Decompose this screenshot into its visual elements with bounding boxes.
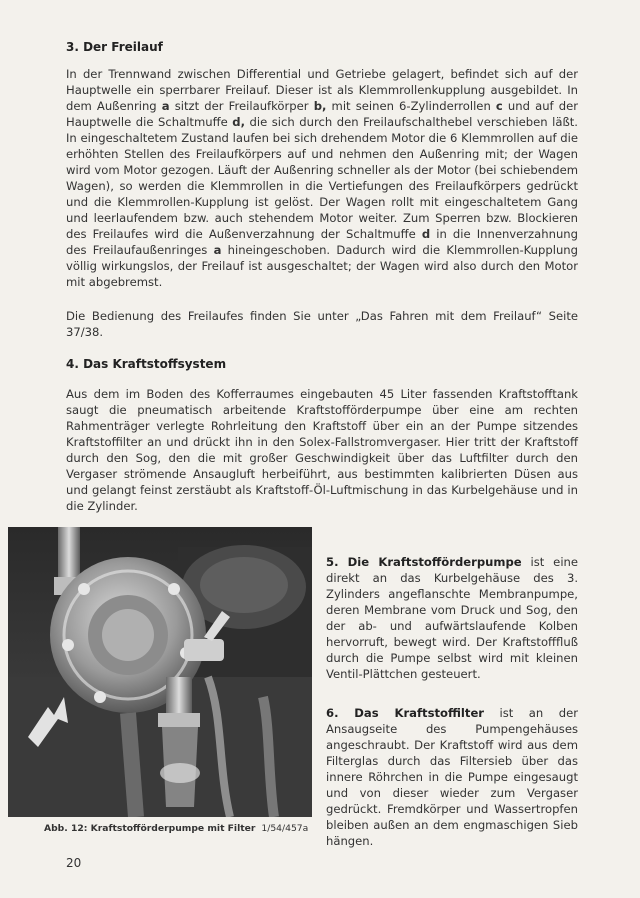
- section-4-title: 4. Das Kraftstoffsystem: [66, 357, 227, 371]
- section-3-paragraph-1: In der Trennwand zwischen Differential und Getriebe gelagert, befindet sich auf der Hauptwelle ein sperrbarer Freilauf. Dieser ist als Klemmrollenkupplung ausgebildet. In dem Außenring a sitzt der Freilaufkörper b, mit seinen 6-Zylinderrollen c und auf der Hauptwelle die Schaltmuffe d, die sich durch den Freilaufschalthebel verschieben läßt. In eingeschaltetem Zustand laufen bei sich drehendem Motor die 6 Klemmrollen auf die erhöhten Stellen des Freilaufkörpers auf und nehmen den Außenring mit; der Wagen wird vom Motor gezogen. Läuft der Außenring schneller als der Motor (bei schiebendem Wagen), so werden die Klemmrollen in die Vertiefungen des Freilaufkörpers gedrückt und die Klemmrollen-Kupplung ist gelöst. Der Wagen rollt mit eingeschaltetem Gang und leerlaufendem bzw. auch stehendem Motor weiter. Zum Sperren bzw. Blockieren des Freilaufes wird die Außenverzahnung der Schaltmuffe d in die Innenverzahnung des Freilaufaußenringes a hineingeschoben. Dadurch wird die Klemmrollen-Kupplung völlig wirkungslos, der Freilauf ist ausgeschaltet; der Wagen wird also durch den Motor mit abgebremst.: [66, 67, 579, 289]
- fuel-pump-illustration: [8, 527, 312, 817]
- section-4-paragraph: Aus dem im Boden des Kofferraumes eingebauten 45 Liter fassenden Kraftstofftank saugt die pneumatisch arbeitende Kraftstofförderpumpe über eine am rechten Rahmenträger verlegte Rohrleitung den Kraftstoff über ein an der Pumpe sitzendes Kraftstoffilter an und drückt ihn in den Solex-Fallstromvergaser. Hier tritt der Kraftstoff durch den Sog, den die mit großer Geschwindigkeit über das Luftfilter durch den Vergaser strömende Ansaugluft herbeiführt, aus bestimmten kalibrierten Düsen aus und gelangt feinst zerstäubt als Kraftstoff-Öl-Luftmischung in das Kurbelgehäuse und in die Zylinder.: [66, 387, 578, 513]
- section-5-title: 5. Die Kraftstofförderpumpe: [326, 555, 522, 569]
- section-6-title: 6. Das Kraftstoffilter: [326, 706, 485, 720]
- section-3-paragraph-2: Die Bedienung des Freilaufes finden Sie unter „Das Fahren mit dem Freilauf“ Seite 37/38.: [66, 309, 578, 339]
- page-number: 20: [66, 856, 82, 870]
- section-5-body: ist eine direkt an das Kurbelgehäuse des 3. Zylinders angeflanschte Membranpumpe, deren Membrane vom Druck und Sog, den der ab- und aufwärtslaufende Kolben hervorruft, bewegt wird. Der Kraftstofffluß durch die Pumpe selbst wird mit kleinen Ventil-Plättchen gesteuert.: [326, 555, 579, 681]
- section-3-title: 3. Der Freilauf: [66, 40, 163, 54]
- section-6-body: ist an der Ansaugseite des Pumpengehäuses angeschraubt. Der Kraftstoff wird aus dem Filterglas durch das Filtersieb über das innere Röhrchen in die Pumpe eingesaugt und von dieser wieder zum Vergaser gedrückt. Fremdkörper und Wassertropfen bleiben außen an dem engmaschigen Sieb hängen.: [326, 706, 578, 848]
- section-6-paragraph: [326, 705, 578, 849]
- figure-code: 1/54/457a: [261, 823, 309, 834]
- figure-caption-text: Abb. 12: Kraftstofförderpumpe mit Filter: [44, 823, 256, 834]
- fuel-pump-photo: [8, 527, 312, 817]
- figure-caption: [44, 823, 308, 834]
- section-5-paragraph: [326, 554, 578, 682]
